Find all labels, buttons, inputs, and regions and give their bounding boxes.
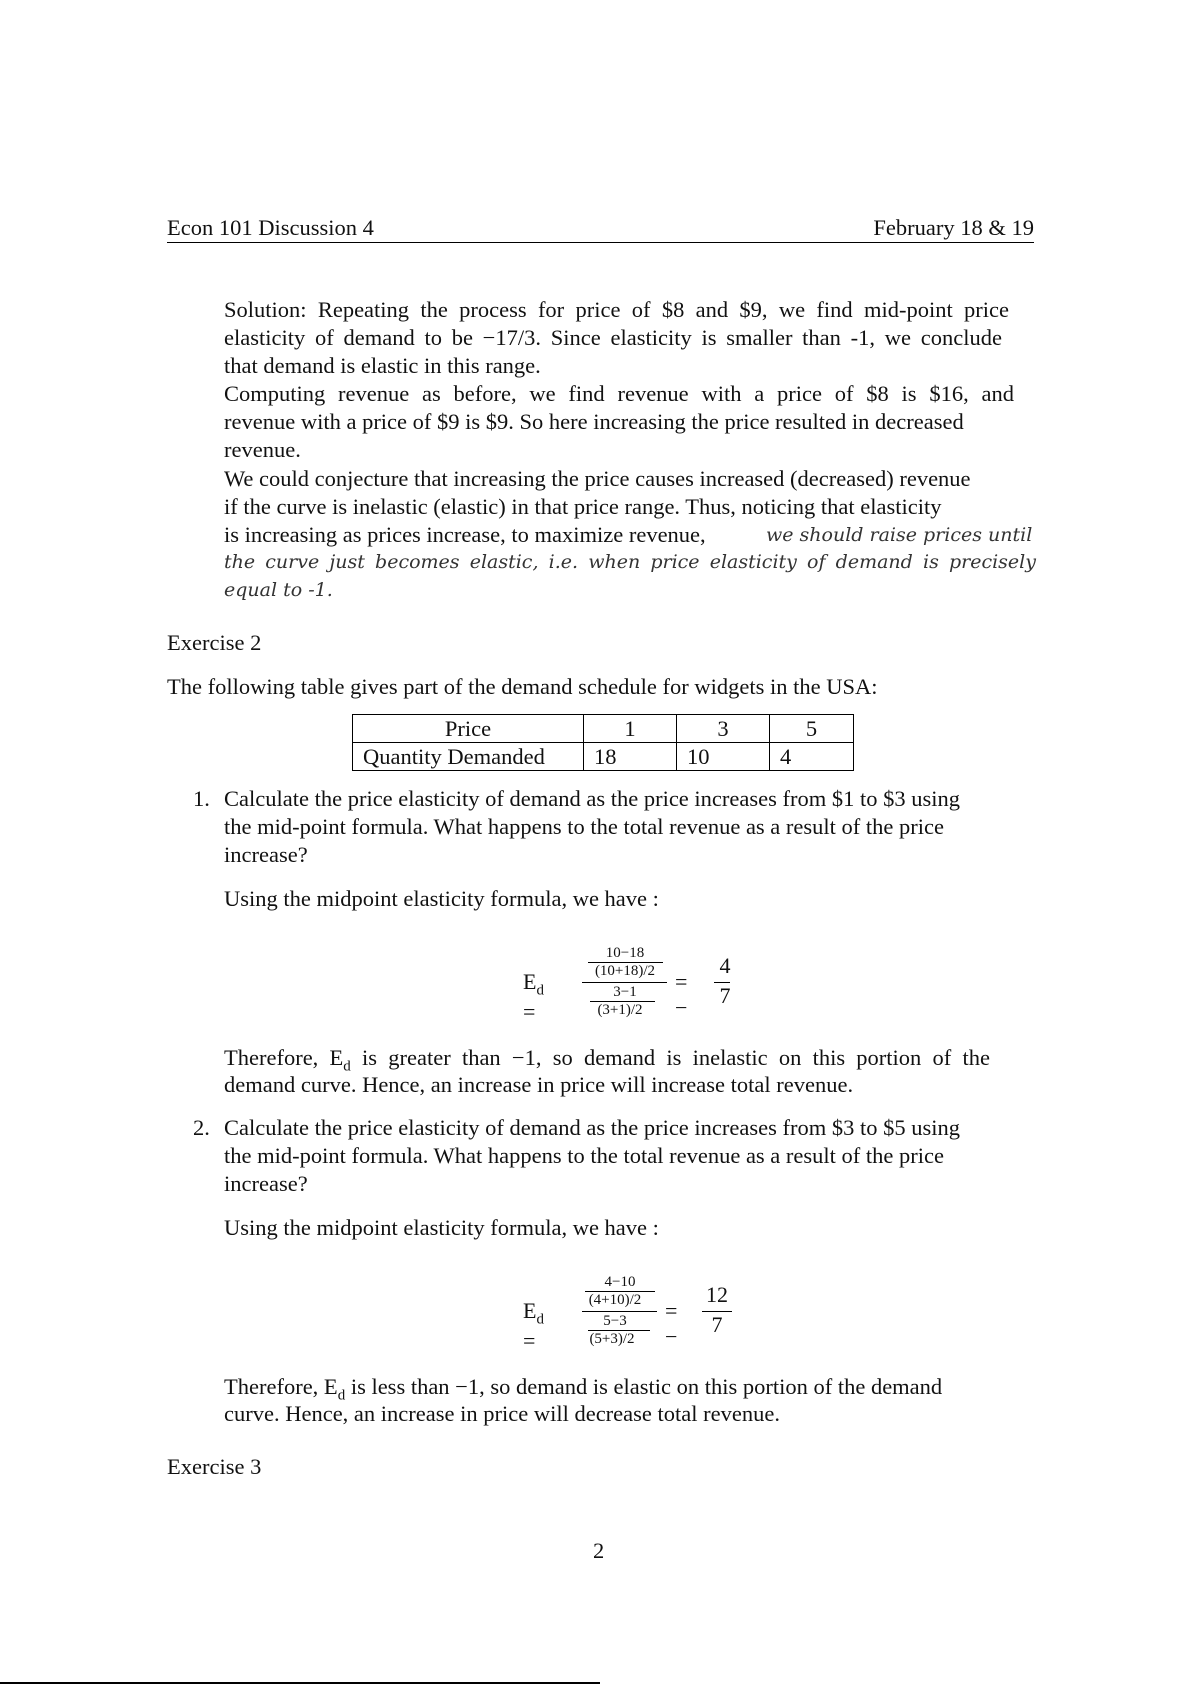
solution-line: We could conjecture that increasing the price causes increased (decreased) revenue [224,466,971,491]
result-denominator: 7 [711,1312,723,1337]
formula-subscript: d [536,1311,544,1328]
denominator-bottom: (5+3)/2 [589,1331,635,1347]
numerator-bottom: (10+18)/2 [594,963,656,979]
using-formula-text: Using the midpoint elasticity formula, we have : [224,886,659,911]
solution-italic: we should raise prices until [766,524,1033,546]
denominator-top: 3−1 [613,984,637,1000]
result-sign: = − [675,969,688,1020]
result-sign: = − [665,1298,678,1349]
formula-lhs: E [523,1298,537,1323]
answer-line: Therefore, $E_d$ is greater than −1, so demand is inelastic on this portion of the [224,1045,990,1075]
header-rule [167,242,1034,243]
main-fraction-bar [582,982,667,983]
result-denominator: 7 [719,983,731,1008]
question-line: Calculate the price elasticity of demand as the price increases from $3 to $5 using [224,1115,960,1140]
numerator-top: 4−10 [604,1274,636,1290]
result-numerator: 12 [706,1282,728,1307]
denominator-top: 5−3 [603,1313,627,1329]
table-row [353,715,854,743]
answer-line: demand curve. Hence, an increase in price will increase total revenue. [224,1072,854,1097]
main-fraction-bar [582,1311,657,1312]
solution-line: is increasing as prices increase, to maximize revenue, [224,522,706,547]
solution-line: revenue with a price of $9 is $9. So here increasing the price resulted in decreased [224,409,964,434]
exercise-3-title: Exercise 3 [167,1454,262,1479]
solution-line: Solution: Repeating the process for price of $8 and $9, we find mid-point price [224,297,1009,322]
question-line: Calculate the price elasticity of demand as the price increases from $1 to $3 using [224,786,960,811]
table-row [353,743,854,771]
formula-lhs: E [523,969,537,994]
denominator-bottom: (3+1)/2 [597,1002,643,1018]
formula-subscript: d [536,982,544,999]
solution-italic: equal to -1. [224,579,333,601]
table-cell: Price [353,715,584,743]
item-number: 2. [193,1115,210,1140]
question-line: increase? [224,1171,308,1196]
demand-schedule-table [352,714,854,771]
header-left: Econ 101 Discussion 4 [167,215,374,240]
solution-italic: the curve just becomes elastic, i.e. when price elasticity of demand is precisely [224,551,1036,573]
answer-line: Therefore, $E_d$ is less than −1, so demand is elastic on this portion of the demand [224,1374,943,1404]
exercise-2-title: Exercise 2 [167,630,262,655]
question-line: the mid-point formula. What happens to the total revenue as a result of the price [224,814,944,839]
table-cell: 10 [677,743,770,771]
result-numerator: 4 [719,953,731,978]
question-line: increase? [224,842,308,867]
table-cell: 18 [584,743,677,771]
bottom-rule [0,1682,600,1684]
using-formula-text: Using the midpoint elasticity formula, we have : [224,1215,659,1240]
header-right: February 18 & 19 [873,215,1034,240]
answer-line: curve. Hence, an increase in price will decrease total revenue. [224,1401,780,1426]
page-number: 2 [593,1538,605,1563]
numerator-top: 10−18 [605,945,645,961]
exercise-2-intro: The following table gives part of the demand schedule for widgets in the USA: [167,674,878,699]
item-number: 1. [193,786,210,811]
numerator-bottom: (4+10)/2 [588,1292,642,1308]
table-cell: Quantity Demanded [353,743,584,771]
solution-line: Computing revenue as before, we find revenue with a price of $8 is $16, and [224,381,1014,406]
question-line: the mid-point formula. What happens to the total revenue as a result of the price [224,1143,944,1168]
formula-equals: = [523,999,536,1025]
solution-line: if the curve is inelastic (elastic) in that price range. Thus, noticing that elasticity [224,494,942,519]
table-cell: 5 [770,715,854,743]
solution-line: elasticity of demand to be −17/3. Since elasticity is smaller than -1, we conclude [224,325,1002,350]
table-cell: 4 [770,743,854,771]
table-cell: 3 [677,715,770,743]
solution-line: that demand is elastic in this range. [224,353,541,378]
solution-line: revenue. [224,437,301,462]
formula-equals: = [523,1328,536,1354]
table-cell: 1 [584,715,677,743]
